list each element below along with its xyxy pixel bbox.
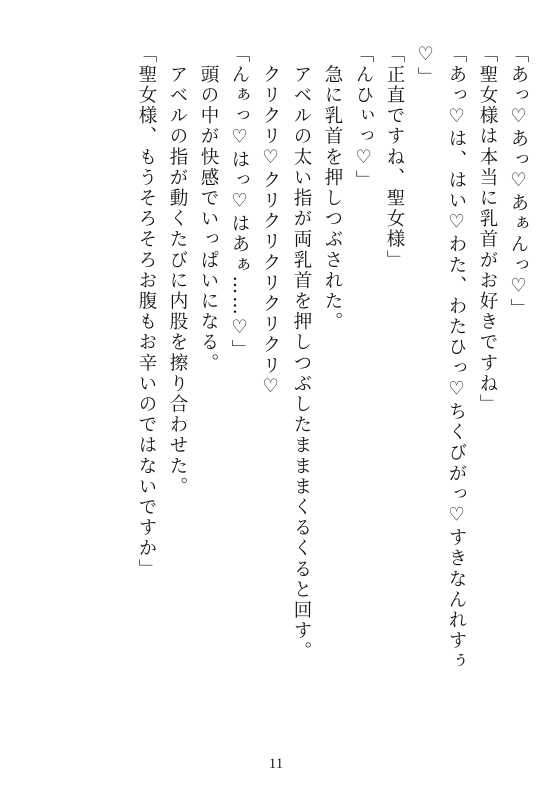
text-line: 「聖女様、もうそろそろお腹もお辛いのではないですか」 [136, 44, 157, 580]
text-line: クリクリ♡クリクリクリクリクリ♡ [260, 44, 281, 400]
text-line: アベルの太い指が両乳首を押しつぶしたまままくるくると回す。 [291, 44, 312, 662]
text-line: アベルの指が動くたびに内股を擦り合わせた。 [167, 44, 188, 498]
text-line: 「んひぃっ♡」 [353, 44, 374, 191]
text-line: 「あっ♡は、はい♡わた、わたひっ♡ちくびがっ♡すきなんれすぅ [446, 44, 467, 672]
page-number: 11 [268, 756, 284, 772]
text-line: 頭の中が快感でいっぱいになる。 [198, 44, 219, 374]
vertical-text-body [131, 44, 534, 744]
text-line: ♡」 [415, 44, 436, 88]
text-line: 急に乳首を押しつぶされた。 [322, 44, 343, 333]
text-line: 「正直ですね、聖女様」 [384, 44, 405, 271]
text-line: 「あっ♡あっ♡あぁんっ♡」 [508, 44, 529, 320]
text-line: 「んぁっ♡はっ♡はあぁ……♡」 [229, 44, 250, 361]
text-line: 「聖女様は本当に乳首がお好きですね」 [477, 44, 498, 415]
